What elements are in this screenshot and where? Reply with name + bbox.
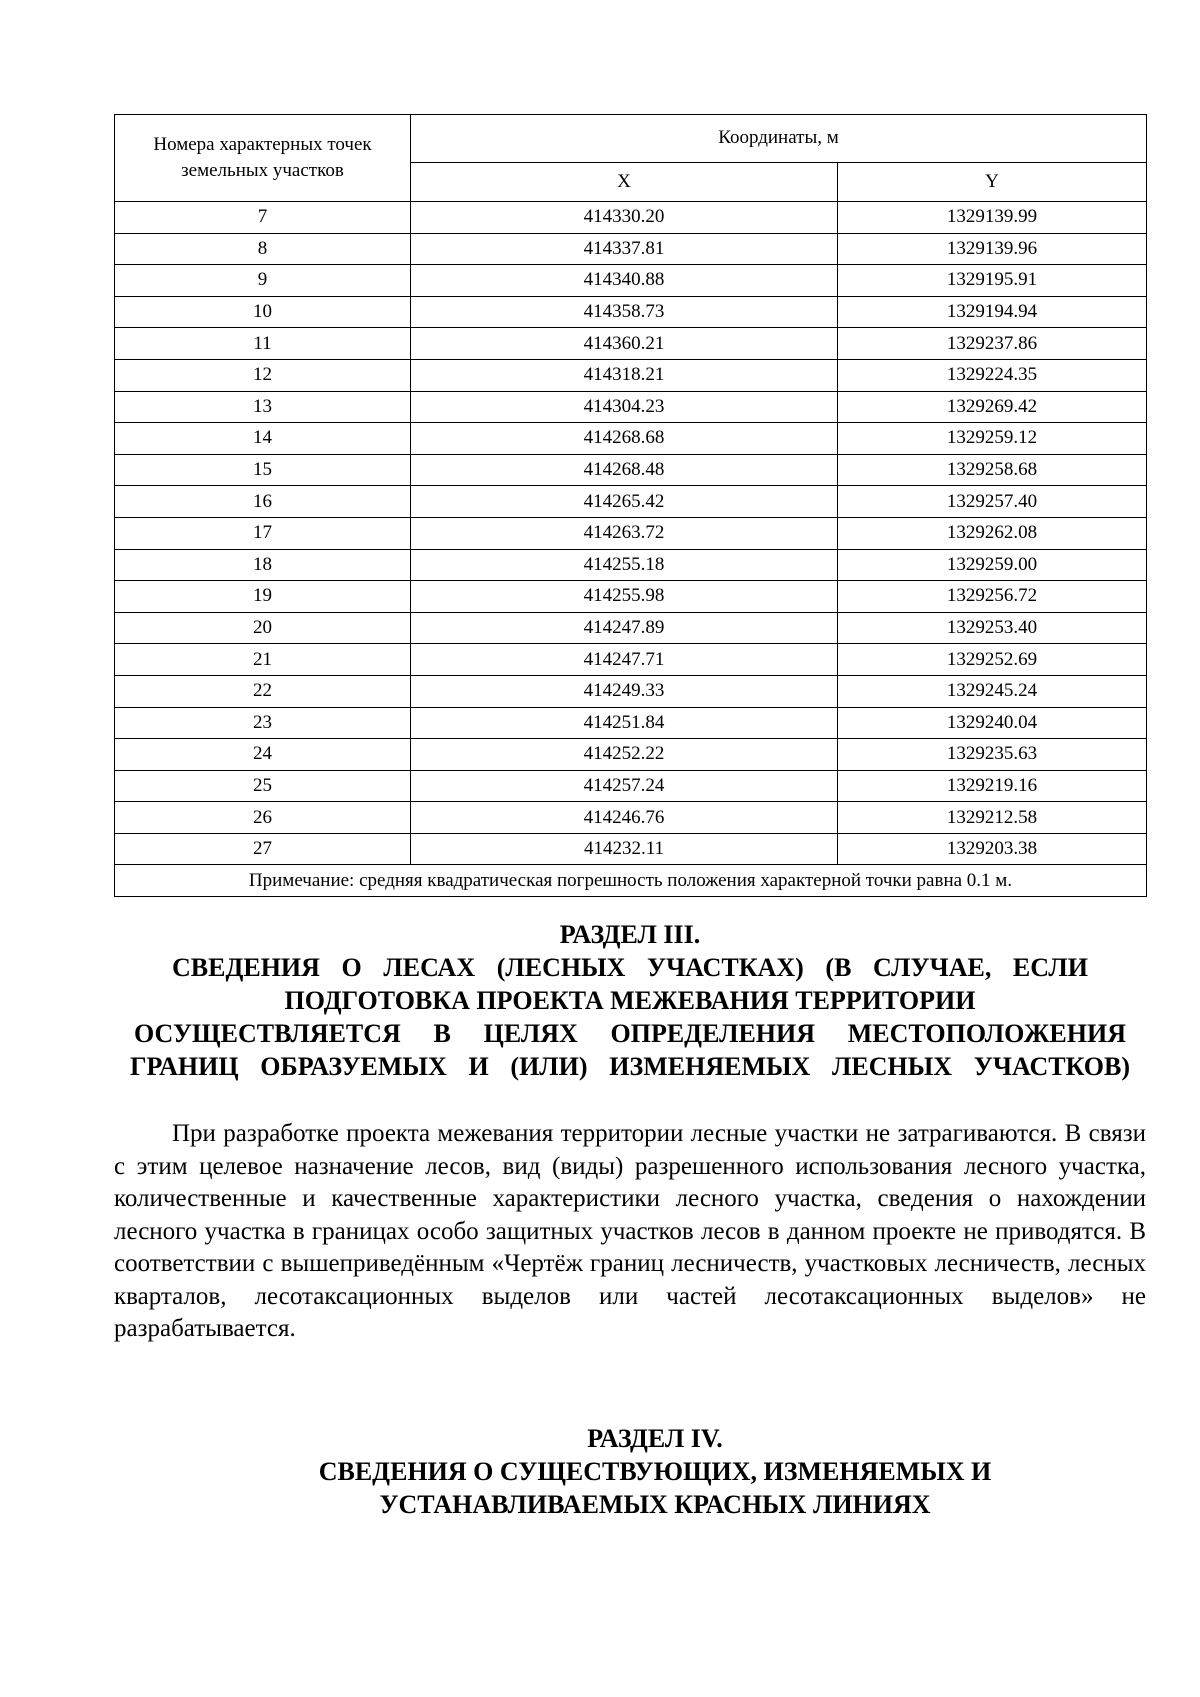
- y-value: 1329269.42: [838, 391, 1147, 423]
- x-value: 414330.20: [411, 202, 838, 234]
- x-value: 414255.98: [411, 581, 838, 613]
- y-value: 1329245.24: [838, 675, 1147, 707]
- point-number: 23: [115, 707, 411, 739]
- y-value: 1329258.68: [838, 454, 1147, 486]
- x-value: 414268.48: [411, 454, 838, 486]
- section-3-subtitle-line: СВЕДЕНИЯ О ЛЕСАХ (ЛЕСНЫХ УЧАСТКАХ) (В СЛУЧАЕ, ЕСЛИ: [172, 953, 1088, 982]
- table-row: [115, 265, 1147, 297]
- point-number: 18: [115, 549, 411, 581]
- table-row: [115, 486, 1147, 518]
- table-row: [115, 739, 1147, 771]
- point-number: 27: [115, 833, 411, 865]
- x-value: 414268.68: [411, 423, 838, 455]
- y-value: 1329252.69: [838, 644, 1147, 676]
- section-4-heading: [250, 1422, 1060, 1521]
- section-3-subtitle-line: ОСУЩЕСТВЛЯЕТСЯ В ЦЕЛЯХ ОПРЕДЕЛЕНИЯ МЕСТОПОЛОЖЕНИЯ: [134, 1019, 1126, 1048]
- y-value: 1329256.72: [838, 581, 1147, 613]
- table-row: [115, 612, 1147, 644]
- x-value: 414265.42: [411, 486, 838, 518]
- table-row: [115, 391, 1147, 423]
- section-3-subtitle-line: ГРАНИЦ ОБРАЗУЕМЫХ И (ИЛИ) ИЗМЕНЯЕМЫХ ЛЕСНЫХ УЧАСТКОВ): [130, 1052, 1130, 1081]
- x-value: 414246.76: [411, 802, 838, 834]
- table-row: [115, 454, 1147, 486]
- table-row: [115, 549, 1147, 581]
- point-number: 19: [115, 581, 411, 613]
- header-x: X: [411, 162, 838, 201]
- header-y: Y: [838, 162, 1147, 201]
- table-row: [115, 644, 1147, 676]
- table-row: [115, 675, 1147, 707]
- x-value: 414247.89: [411, 612, 838, 644]
- x-value: 414263.72: [411, 517, 838, 549]
- x-value: 414318.21: [411, 359, 838, 391]
- x-value: 414360.21: [411, 328, 838, 360]
- point-number: 24: [115, 739, 411, 771]
- section-4-subtitle-line: УСТАНАВЛИВАЕМЫХ КРАСНЫХ ЛИНИЯХ: [379, 1490, 931, 1519]
- table-row: [115, 296, 1147, 328]
- section-4-subtitle-line: СВЕДЕНИЯ О СУЩЕСТВУЮЩИХ, ИЗМЕНЯЕМЫХ И: [318, 1457, 992, 1486]
- y-value: 1329203.38: [838, 833, 1147, 865]
- point-number: 22: [115, 675, 411, 707]
- header-points: Номера характерных точек земельных участков: [115, 115, 411, 202]
- point-number: 16: [115, 486, 411, 518]
- table-row: [115, 707, 1147, 739]
- x-value: 414340.88: [411, 265, 838, 297]
- y-value: 1329259.12: [838, 423, 1147, 455]
- table-row: [115, 770, 1147, 802]
- section-3-heading: [114, 918, 1146, 1083]
- y-value: 1329257.40: [838, 486, 1147, 518]
- point-number: 15: [115, 454, 411, 486]
- y-value: 1329237.86: [838, 328, 1147, 360]
- y-value: 1329219.16: [838, 770, 1147, 802]
- section-3-title: РАЗДЕЛ III.: [559, 920, 701, 949]
- coordinates-table: [114, 114, 1147, 897]
- y-value: 1329139.99: [838, 202, 1147, 234]
- table-row: [115, 517, 1147, 549]
- table-row: [115, 359, 1147, 391]
- x-value: 414337.81: [411, 233, 838, 265]
- table-row: [115, 581, 1147, 613]
- section-3-subtitle-line: ПОДГОТОВКА ПРОЕКТА МЕЖЕВАНИЯ ТЕРРИТОРИИ: [284, 986, 976, 1015]
- section-3-paragraph: При разработке проекта межевания территории лесные участки не затрагиваются. В связи с этим целевое назначение лесов, вид (виды) разрешенного использования лесного участка, количественные и качественные характеристики лесного участка, сведения о нахождении лесного участка в границах особо защитных участков лесов в данном проекте не приводятся. В соответствии с вышеприведённым «Чертёж границ лесничеств, участковых лесничеств, лесных кварталов, лесотаксационных выделов или частей лесотаксационных выделов» не разрабатывается.: [114, 1120, 1146, 1342]
- x-value: 414255.18: [411, 549, 838, 581]
- y-value: 1329259.00: [838, 549, 1147, 581]
- y-value: 1329235.63: [838, 739, 1147, 771]
- header-coordinates: Координаты, м: [411, 115, 1147, 163]
- point-number: 26: [115, 802, 411, 834]
- point-number: 13: [115, 391, 411, 423]
- x-value: 414304.23: [411, 391, 838, 423]
- y-value: 1329195.91: [838, 265, 1147, 297]
- coordinates-body: [115, 202, 1147, 897]
- table-row: [115, 202, 1147, 234]
- table-row: [115, 233, 1147, 265]
- y-value: 1329240.04: [838, 707, 1147, 739]
- table-row: [115, 423, 1147, 455]
- x-value: 414257.24: [411, 770, 838, 802]
- x-value: 414251.84: [411, 707, 838, 739]
- point-number: 21: [115, 644, 411, 676]
- y-value: 1329253.40: [838, 612, 1147, 644]
- x-value: 414232.11: [411, 833, 838, 865]
- y-value: 1329224.35: [838, 359, 1147, 391]
- table-row: [115, 833, 1147, 865]
- table-note-row: [115, 865, 1147, 897]
- y-value: 1329212.58: [838, 802, 1147, 834]
- table-row: [115, 802, 1147, 834]
- table-note: Примечание: средняя квадратическая погрешность положения характерной точки равна 0.1 м.: [115, 865, 1147, 897]
- point-number: 25: [115, 770, 411, 802]
- y-value: 1329139.96: [838, 233, 1147, 265]
- x-value: 414252.22: [411, 739, 838, 771]
- point-number: 11: [115, 328, 411, 360]
- y-value: 1329194.94: [838, 296, 1147, 328]
- table-row: [115, 328, 1147, 360]
- x-value: 414249.33: [411, 675, 838, 707]
- point-number: 14: [115, 423, 411, 455]
- point-number: 17: [115, 517, 411, 549]
- x-value: 414358.73: [411, 296, 838, 328]
- point-number: 12: [115, 359, 411, 391]
- point-number: 9: [115, 265, 411, 297]
- x-value: 414247.71: [411, 644, 838, 676]
- point-number: 7: [115, 202, 411, 234]
- y-value: 1329262.08: [838, 517, 1147, 549]
- point-number: 20: [115, 612, 411, 644]
- section-4-title: РАЗДЕЛ IV.: [587, 1424, 723, 1453]
- point-number: 10: [115, 296, 411, 328]
- point-number: 8: [115, 233, 411, 265]
